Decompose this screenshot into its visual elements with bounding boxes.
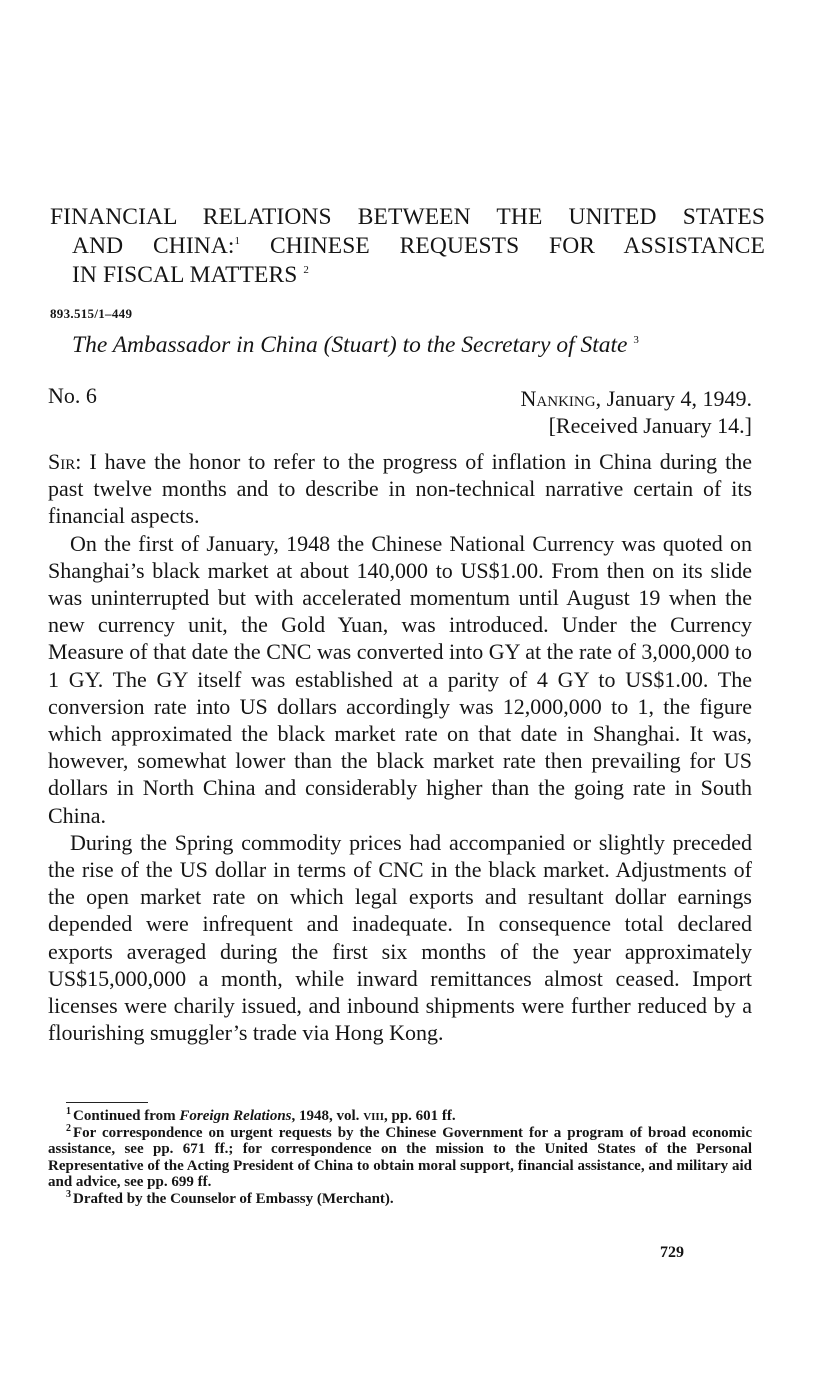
footnote-ref-2: 2	[303, 264, 310, 277]
document-heading: The Ambassador in China (Stuart) to the Secretary of State $^3$	[72, 332, 639, 358]
footnote-ref-3: 3	[633, 334, 639, 347]
salutation: Sir	[48, 449, 76, 474]
letter-body	[48, 448, 752, 1046]
place-city: Nanking,	[520, 386, 602, 411]
paragraph-1: Sir: I have the honor to refer to the progress of inflation in China during the past twelve months and to describe in non-technical narrative certain of its financial aspects.	[48, 449, 752, 529]
footnote-3: $^3$ Drafted by the Counselor of Embassy (Merchant).	[66, 1188, 394, 1207]
title-line-3: IN FISCAL MATTERS $^2$	[72, 262, 310, 288]
document-title	[50, 203, 765, 290]
place-and-date	[521, 385, 752, 439]
received-date: [Received January 14.]	[548, 413, 752, 438]
title-line-1: FINANCIAL RELATIONS BETWEEN THE UNITED STATES	[50, 204, 765, 230]
paragraph-3: During the Spring commodity prices had accompanied or slightly preceded the rise of the US dollar in terms of CNC in the black market. Adjustments of the open market rate on which legal exports and resultant dollar earnings depended were infrequent and inadequate. In consequence total declared exports averaged during the first six months of the year approximately US$15,000,000 a month, while inward remittances almost ceased. Import licenses were charily issued, and inbound shipments were further reduced by a flourishing smuggler’s trade via Hong Kong.	[48, 829, 752, 1046]
page-number: 729	[660, 1244, 684, 1261]
footnote-2: $^2$ For correspondence on urgent requests by the Chinese Government for a program of broad economic assistance, see pp. 671 ff.; for correspondence on the mission to the United States of the Personal Representative of the Acting President of China to obtain moral support, financial assistance, and military aid and advice, see pp. 699 ff.	[48, 1122, 752, 1191]
footnote-ref-1: 1	[234, 235, 241, 248]
footnote-1: $^1$ Continued from Foreign Relations, 1948, vol. viii, pp. 601 ff.	[66, 1106, 456, 1124]
title-line-2: AND CHINA:$^1$ CHINESE REQUESTS FOR ASSISTANCE	[72, 233, 766, 259]
document-number: No. 6	[48, 383, 97, 408]
paragraph-2: On the first of January, 1948 the Chinese National Currency was quoted on Shanghai’s black market at about 140,000 to US$1.00. From then on its slide was uninterrupted but with accelerated momentum until August 19 when the new currency unit, the Gold Yuan, was introduced. Under the Currency Measure of that date the CNC was converted into GY at the rate of 3,000,000 to 1 GY. The GY itself was established at a parity of 4 GY to US$1.00. The conversion rate into US dollars accordingly was 12,000,000 to 1, the figure which approximated the black market rate on that date in Shanghai. It was, however, somewhat lower than the black market rate then prevailing for US dollars in North China and considerably higher than the going rate in South China.	[48, 530, 752, 828]
sent-date: January 4, 1949.	[601, 386, 752, 411]
footnotes	[48, 1108, 752, 1208]
footnote-divider	[66, 1102, 148, 1103]
file-number: 893.515/1–449	[50, 306, 133, 321]
